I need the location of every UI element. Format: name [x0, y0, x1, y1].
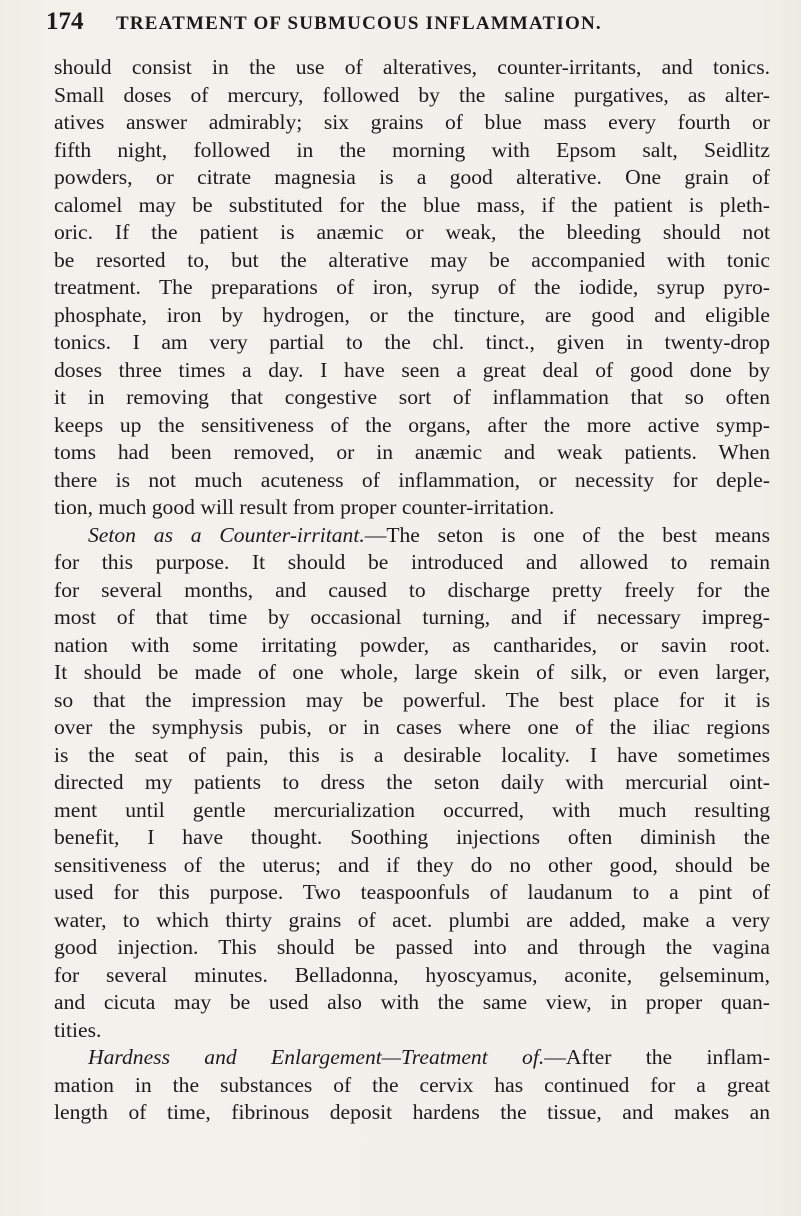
text-line: [54, 137, 770, 165]
line-text: water, to which thirty grains of acet. plumbi are added, make a very: [54, 907, 770, 932]
text-line: [54, 467, 770, 495]
text-line: [54, 274, 770, 302]
text-line: [54, 247, 770, 275]
line-text: ment until gentle mercurialization occurred, with much resulting: [54, 797, 770, 822]
page-number: 174: [46, 8, 84, 35]
line-text: for this purpose. It should be introduced and allowed to remain: [54, 550, 770, 574]
text-line: [54, 494, 770, 522]
body-text: [54, 54, 770, 1127]
line-text: treatment. The preparations of iron, syrup of the iodide, syrup pyro-: [54, 275, 770, 299]
text-line: [54, 82, 770, 110]
text-line: [54, 384, 770, 412]
line-text: tities.: [54, 1017, 102, 1042]
line-text: most of that time by occasional turning, and if necessary impreg-: [54, 605, 770, 629]
line-text: there is not much acuteness of inflammation, or necessity for deple-: [54, 467, 770, 492]
text-line: [54, 742, 770, 770]
text-line: [54, 852, 770, 880]
line-text: fifth night, followed in the morning with Epsom salt, Seidlitz: [54, 137, 770, 162]
line-text: used for this purpose. Two teaspoonfuls of laudanum to a pint of: [54, 880, 770, 904]
text-line: [54, 549, 770, 577]
line-text: powders, or citrate magnesia is a good alterative. One grain of: [54, 165, 770, 189]
line-text: for several months, and caused to discharge pretty freely for the: [54, 577, 770, 602]
text-line: [54, 824, 770, 852]
line-text: mation in the substances of the cervix has continued for a great: [54, 1072, 770, 1097]
text-line: [54, 907, 770, 935]
text-line: [54, 357, 770, 385]
line-text: so that the impression may be powerful. The best place for it is: [54, 687, 770, 712]
text-line: [54, 302, 770, 330]
line-text: Small doses of mercury, followed by the saline purgatives, as alter-: [54, 82, 770, 107]
text-line: [54, 109, 770, 137]
line-text: should consist in the use of alteratives, counter-irritants, and tonics.: [54, 55, 770, 79]
line-text: benefit, I have thought. Soothing injections often diminish the: [54, 825, 770, 849]
line-text: keeps up the sensitiveness of the organs, after the more active symp-: [54, 412, 770, 437]
line-text: sensitiveness of the uterus; and if they do no other good, should be: [54, 852, 770, 877]
text-line: [54, 412, 770, 440]
text-line: [54, 962, 770, 990]
line-text: toms had been removed, or in anæmic and weak patients. When: [54, 440, 770, 464]
text-line: [54, 934, 770, 962]
text-line: [54, 1072, 770, 1100]
line-text: length of time, fibrinous deposit hardens the tissue, and makes an: [54, 1100, 770, 1124]
line-text: good injection. This should be passed into and through the vagina: [54, 935, 770, 959]
line-text: atives answer admirably; six grains of blue mass every fourth or: [54, 110, 770, 134]
line-text: be resorted to, but the alterative may be accompanied with tonic: [54, 247, 770, 272]
line-text: nation with some irritating powder, as cantharides, or savin root.: [54, 632, 770, 657]
text-line: [54, 659, 770, 687]
section-heading: Seton as a Counter-irritant.: [88, 522, 365, 547]
text-line: [54, 989, 770, 1017]
section-heading: Hardness and Enlargement—Treatment of.: [88, 1045, 545, 1069]
text-line: [54, 714, 770, 742]
text-line: [54, 192, 770, 220]
text-line: [54, 54, 770, 82]
text-line: [54, 329, 770, 357]
text-line: [54, 1017, 770, 1045]
line-text: tion, much good will result from proper counter-irritation.: [54, 495, 555, 519]
text-line: [54, 439, 770, 467]
page-header: [46, 8, 746, 38]
line-text: is the seat of pain, this is a desirable locality. I have sometimes: [54, 742, 770, 767]
text-line: [54, 687, 770, 715]
text-line: [54, 769, 770, 797]
running-title: TREATMENT OF SUBMUCOUS INFLAMMATION.: [116, 13, 602, 34]
line-text: phosphate, iron by hydrogen, or the tincture, are good and eligible: [54, 302, 770, 327]
line-text: it in removing that congestive sort of inflammation that so often: [54, 385, 770, 409]
text-line: [54, 632, 770, 660]
text-line: [54, 522, 770, 550]
text-line: [54, 219, 770, 247]
line-text: —The seton is one of the best means: [364, 522, 770, 547]
text-line: [54, 577, 770, 605]
line-text: It should be made of one whole, large skein of silk, or even larger,: [54, 660, 770, 684]
text-line: [54, 879, 770, 907]
line-text: tonics. I am very partial to the chl. tinct., given in twenty-drop: [54, 330, 770, 354]
text-line: [54, 797, 770, 825]
text-line: [54, 1044, 770, 1072]
line-text: —After the inflam-: [544, 1045, 770, 1069]
text-line: [54, 604, 770, 632]
line-text: oric. If the patient is anæmic or weak, the bleeding should not: [54, 220, 770, 244]
line-text: calomel may be substituted for the blue mass, if the patient is pleth-: [54, 192, 770, 217]
text-line: [54, 1099, 770, 1127]
line-text: for several minutes. Belladonna, hyoscyamus, aconite, gelseminum,: [54, 962, 770, 987]
text-line: [54, 164, 770, 192]
line-text: doses three times a day. I have seen a great deal of good done by: [54, 357, 770, 382]
line-text: and cicuta may be used also with the same view, in proper quan-: [54, 990, 770, 1014]
line-text: directed my patients to dress the seton daily with mercurial oint-: [54, 770, 770, 794]
line-text: over the symphysis pubis, or in cases where one of the iliac regions: [54, 715, 770, 739]
